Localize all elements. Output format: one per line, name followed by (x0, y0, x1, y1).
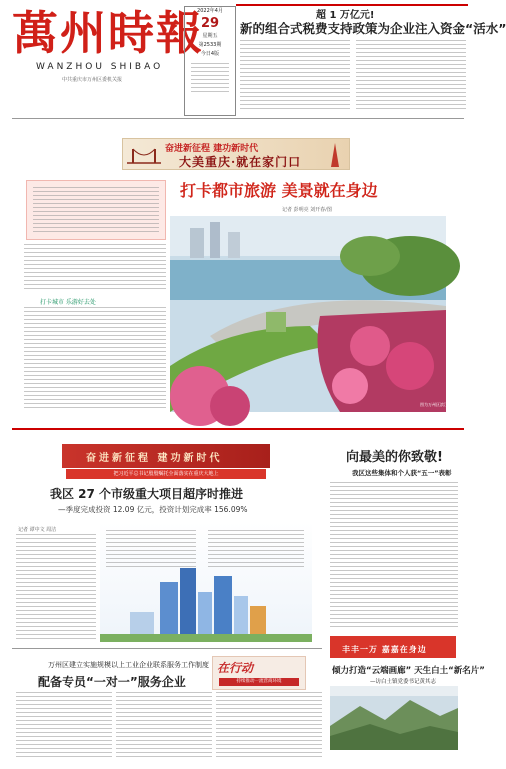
mountain-landscape-image (330, 686, 458, 750)
cloud-headline: 倾力打造“云端画廊” 天生白土“新名片” (332, 666, 485, 676)
tribute-list (330, 482, 458, 630)
projects-byline: 记者 谭中文 周洁 (18, 527, 57, 533)
tourism-green-label: 打卡城市 乐游好去处 (40, 299, 96, 306)
cloud-subhead: —访白土镇党委书记黄其志 (370, 679, 437, 685)
date-day: 29 (200, 16, 220, 31)
riverside-park-image (170, 216, 446, 412)
service-body-col1 (16, 692, 112, 758)
tourism-lead-box (26, 180, 166, 240)
service-headline: 配备专员“一对一”服务企业 (38, 675, 186, 689)
service-badge (212, 656, 306, 690)
service-body-col3 (216, 692, 322, 758)
top-story-body-col1 (240, 40, 350, 112)
tourism-body-2 (24, 307, 166, 409)
tower-icon (325, 143, 345, 167)
service-body-col2 (116, 692, 212, 758)
projects-banner-text: 奋进新征程 建功新时代 (86, 453, 223, 464)
cloud-banner-text: 丰丰一万 嘉嘉在身边 (342, 644, 427, 654)
service-kicker: 万州区建立实施规模以上工业企业联系服务工作制度 (48, 661, 209, 669)
masthead-organ: 中共重庆市万州区委机关报 (62, 77, 123, 83)
datebox-text-block (191, 63, 229, 93)
date-box (184, 6, 236, 116)
edition-line: 今日4版 (200, 51, 220, 57)
top-story-headline: 新的组合式税费支持政策为企业注入资金“活水” (240, 21, 506, 36)
masthead-subtitle: WANZHOU SHIBAO (36, 62, 164, 72)
lower-divider (12, 648, 322, 649)
tourism-banner-line1: 奋进新征程 建功新时代 (165, 144, 259, 154)
header-divider (12, 118, 464, 119)
city-buildings-image (100, 562, 312, 642)
tourism-body-1 (24, 244, 166, 292)
projects-illustration (100, 522, 312, 642)
cloud-photo (330, 686, 458, 750)
tribute-subhead: 我区这些集体和个人获“五一”表彰 (352, 469, 452, 477)
top-story-kicker: 超 1 万亿元! (316, 10, 375, 21)
projects-banner-sub: 把习近平总书记殷殷嘱托全面落实在重庆大地上 (66, 469, 266, 479)
projects-subhead: —季度完成投资 12.09 亿元，投资计划完成率 156.09% (58, 505, 248, 514)
projects-banner (62, 444, 270, 468)
tourism-headline: 打卡都市旅游 美景就在身边 (180, 181, 378, 200)
projects-body-col1 (16, 534, 96, 640)
projects-headline: 我区 27 个市级重大项目超序时推进 (50, 487, 244, 501)
service-badge-sub: 持续推动一流营商环境 (219, 678, 299, 686)
section-rule (12, 428, 464, 430)
tourism-lead-text (33, 187, 159, 233)
tourism-banner (122, 138, 350, 170)
top-story-body-col2 (356, 40, 466, 112)
masthead-title: 萬州時報 (12, 6, 204, 60)
tourism-banner-line2: 大美重庆·就在家门口 (179, 155, 302, 169)
date-weekday: 星期五 (202, 33, 218, 39)
tribute-headline: 向最美的你致敬! (346, 450, 443, 465)
tourism-photo-caption: 图为万州区滨江公园 (420, 402, 456, 407)
date-year-month: 2022年4月 (197, 8, 223, 14)
service-badge-title: 在行动 (217, 661, 254, 675)
bridge-icon (127, 145, 161, 165)
edition-line: 第2533期 (198, 42, 222, 48)
tourism-byline: 记者 彭明亮 刘开春/图 (282, 207, 332, 213)
tourism-photo (170, 216, 446, 412)
cloud-banner (330, 636, 456, 658)
